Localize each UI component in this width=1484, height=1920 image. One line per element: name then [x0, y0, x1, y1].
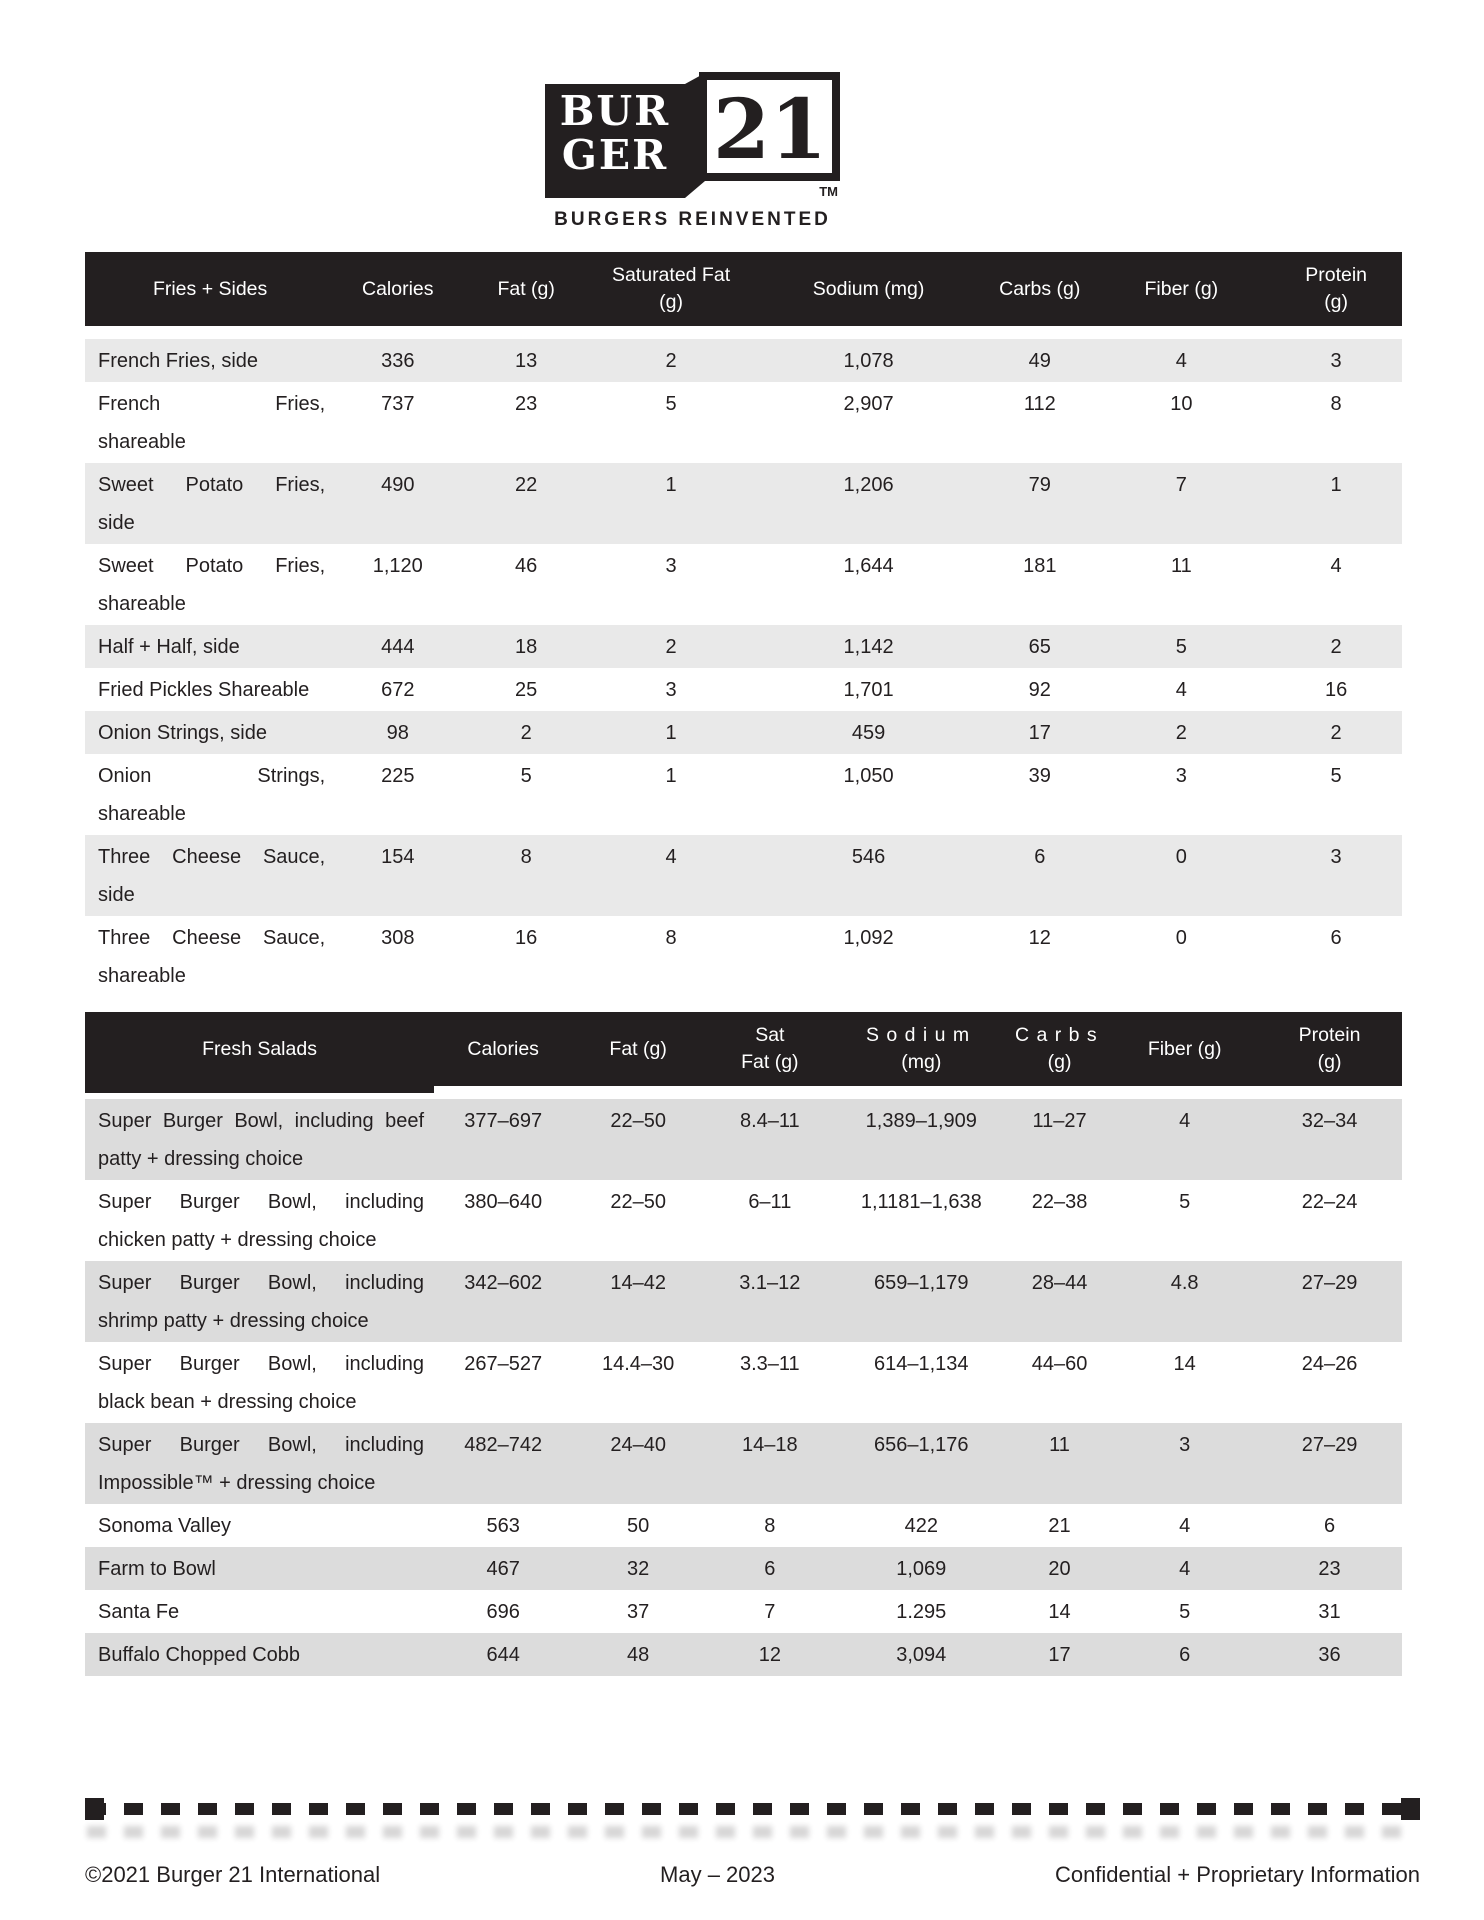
value-cell: 546	[750, 835, 987, 916]
value-cell: 8	[764, 1515, 776, 1537]
value-cell: 2	[460, 711, 592, 754]
value-cell: 3	[1112, 1423, 1257, 1504]
item-name-cell: Santa Fe	[98, 1601, 180, 1623]
fries-table-header-row	[85, 252, 1402, 339]
value-cell: 7	[1092, 463, 1270, 544]
value-cell: 2	[1092, 711, 1270, 754]
value-cell: 696	[486, 1601, 520, 1623]
value-cell: 32–34	[1257, 1099, 1402, 1180]
value-cell: 672	[381, 679, 415, 701]
value-cell: 5	[1330, 765, 1342, 787]
value-cell: 10	[1170, 393, 1193, 415]
value-cell: 1.295	[896, 1601, 947, 1623]
item-name-cell: Three Cheese Sauce, shareable	[98, 927, 326, 987]
column-header: Fiber (g)	[1112, 1012, 1257, 1099]
page-footer	[85, 1798, 1420, 1888]
value-cell: 154	[335, 835, 460, 916]
value-cell: 23	[515, 393, 538, 415]
value-cell: 13	[460, 339, 592, 382]
value-cell: 25	[515, 679, 538, 701]
rule-right-cap	[1401, 1798, 1420, 1820]
value-cell: 5	[665, 393, 677, 415]
value-cell: 737	[381, 393, 415, 415]
column-header: Fries + Sides	[85, 252, 335, 339]
value-cell: 0	[1175, 927, 1187, 949]
value-cell: 4	[1112, 1547, 1257, 1590]
table-row	[85, 1590, 1402, 1633]
item-name-cell: Half + Half, side	[85, 625, 335, 668]
value-cell: 2	[592, 339, 750, 382]
value-cell: 14.4–30	[601, 1353, 675, 1375]
value-cell: 2	[592, 625, 750, 668]
value-cell: 1	[1270, 463, 1402, 544]
value-cell: 563	[486, 1515, 520, 1537]
table-row	[85, 1423, 1402, 1504]
value-cell: 659–1,179	[836, 1261, 1007, 1342]
value-cell: 4	[1112, 1099, 1257, 1180]
value-cell: 3.3–11	[739, 1353, 800, 1375]
value-cell: 49	[987, 339, 1092, 382]
column-header: Sodium (mg)	[836, 1012, 1007, 1099]
value-cell: 22–50	[610, 1191, 666, 1213]
value-cell: 1,050	[843, 765, 894, 787]
column-header: Calories	[434, 1012, 572, 1099]
column-header: Protein (g)	[1257, 1012, 1402, 1099]
value-cell: 336	[335, 339, 460, 382]
logo-tagline: BURGERS REINVENTED	[554, 209, 831, 230]
value-cell: 225	[381, 765, 415, 787]
value-cell: 12	[704, 1633, 836, 1676]
item-name-cell: Super Burger Bowl, including beef patty + dressing choice	[85, 1099, 434, 1180]
value-cell: 1,1181–1,638	[860, 1191, 982, 1213]
footer-confidential: Confidential + Proprietary Information	[1054, 1862, 1420, 1887]
value-cell: 380–640	[464, 1191, 543, 1213]
table-row	[85, 916, 1402, 997]
value-cell: 4.8	[1112, 1261, 1257, 1342]
column-header: Fiber (g)	[1092, 252, 1270, 339]
item-name-cell: Sweet Potato Fries, shareable	[98, 555, 326, 615]
value-cell: 14–18	[704, 1423, 836, 1504]
table-row	[85, 1342, 1402, 1423]
column-header: Fat (g)	[460, 252, 592, 339]
value-cell: 8.4–11	[704, 1099, 836, 1180]
column-header: Fat (g)	[572, 1012, 704, 1099]
value-cell: 27–29	[1257, 1423, 1402, 1504]
value-cell: 22–38	[1031, 1191, 1088, 1213]
value-cell: 28–44	[1007, 1261, 1112, 1342]
value-cell: 22–24	[1301, 1191, 1358, 1213]
value-cell: 4	[1092, 339, 1270, 382]
trademark-mark: TM	[819, 184, 838, 198]
value-cell: 23	[1257, 1547, 1402, 1590]
value-cell: 656–1,176	[836, 1423, 1007, 1504]
value-cell: 48	[572, 1633, 704, 1676]
value-cell: 1	[592, 711, 750, 754]
item-name-cell: Super Burger Bowl, including shrimp patty + dressing choice	[85, 1261, 434, 1342]
value-cell: 14	[1173, 1353, 1196, 1375]
value-cell: 17	[987, 711, 1092, 754]
item-name-cell: Super Burger Bowl, including Impossible™ + dressing choice	[85, 1423, 434, 1504]
item-name-cell: Fried Pickles Shareable	[98, 679, 310, 701]
value-cell: 1,120	[372, 555, 423, 577]
value-cell: 181	[1023, 555, 1057, 577]
fries-sides-table	[85, 252, 1402, 997]
value-cell: 8	[665, 927, 677, 949]
value-cell: 5	[1179, 1601, 1191, 1623]
item-name-cell: Farm to Bowl	[85, 1547, 434, 1590]
item-name-cell: Sonoma Valley	[98, 1515, 232, 1537]
item-name-cell: French Fries, shareable	[98, 393, 326, 453]
value-cell: 482–742	[434, 1423, 572, 1504]
value-cell: 3.1–12	[704, 1261, 836, 1342]
table-row	[85, 625, 1402, 668]
value-cell: 342–602	[434, 1261, 572, 1342]
value-cell: 377–697	[434, 1099, 572, 1180]
item-name-cell: Sweet Potato Fries, side	[85, 463, 335, 544]
footer-copyright: ©2021 Burger 21 International	[85, 1862, 381, 1887]
logo-word-top: BUR	[559, 87, 671, 135]
value-cell: 644	[434, 1633, 572, 1676]
value-cell: 5	[1092, 625, 1270, 668]
value-cell: 8	[460, 835, 592, 916]
value-cell: 3	[665, 555, 677, 577]
table-row	[85, 1261, 1402, 1342]
item-name-cell: French Fries, side	[85, 339, 335, 382]
value-cell: 8	[1330, 393, 1342, 415]
value-cell: 14–42	[572, 1261, 704, 1342]
value-cell: 6	[1112, 1633, 1257, 1676]
value-cell: 467	[434, 1547, 572, 1590]
value-cell: 3	[1270, 835, 1402, 916]
value-cell: 308	[381, 927, 415, 949]
value-cell: 3,094	[836, 1633, 1007, 1676]
item-name-cell: Super Burger Bowl, including black bean + dressing choice	[98, 1353, 425, 1413]
value-cell: 5	[520, 765, 532, 787]
dashed-line-shadow	[87, 1826, 1418, 1838]
footer-dashed-rule	[85, 1798, 1420, 1822]
value-cell: 1,078	[750, 339, 987, 382]
value-cell: 20	[1007, 1547, 1112, 1590]
value-cell: 79	[987, 463, 1092, 544]
value-cell: 12	[1028, 927, 1051, 949]
value-cell: 0	[1092, 835, 1270, 916]
value-cell: 11	[1007, 1423, 1112, 1504]
value-cell: 32	[572, 1547, 704, 1590]
value-cell: 22–50	[572, 1099, 704, 1180]
dashed-line	[87, 1803, 1418, 1815]
item-name-cell: Buffalo Chopped Cobb	[85, 1633, 434, 1676]
value-cell: 16	[515, 927, 538, 949]
value-cell: 98	[335, 711, 460, 754]
value-cell: 1,701	[843, 679, 894, 701]
logo-word-bottom: GER	[561, 131, 669, 179]
value-cell: 6	[1330, 927, 1342, 949]
value-cell: 6	[1323, 1515, 1336, 1537]
value-cell: 46	[515, 555, 538, 577]
value-cell: 4	[592, 835, 750, 916]
table-row	[85, 463, 1402, 544]
value-cell: 1,142	[750, 625, 987, 668]
table-row	[85, 1099, 1402, 1180]
value-cell: 267–527	[464, 1353, 543, 1375]
item-name-cell: Three Cheese Sauce, side	[85, 835, 335, 916]
value-cell: 92	[1028, 679, 1051, 701]
value-cell: 6–11	[748, 1191, 792, 1213]
table-row	[85, 1180, 1402, 1261]
value-cell: 6	[704, 1547, 836, 1590]
column-header: Protein (g)	[1270, 252, 1402, 339]
column-header: Sat Fat (g)	[704, 1012, 836, 1099]
value-cell: 490	[335, 463, 460, 544]
table-row	[85, 711, 1402, 754]
value-cell: 3	[1270, 339, 1402, 382]
table-row	[85, 754, 1402, 835]
table-row	[85, 668, 1402, 711]
value-cell: 11–27	[1007, 1099, 1112, 1180]
value-cell: 27–29	[1257, 1261, 1402, 1342]
value-cell: 37	[627, 1601, 650, 1623]
value-cell: 112	[1023, 393, 1056, 415]
value-cell: 1,069	[836, 1547, 1007, 1590]
burger21-logo	[545, 72, 840, 198]
column-header: Calories	[335, 252, 460, 339]
value-cell: 24–26	[1301, 1353, 1358, 1375]
value-cell: 1,389–1,909	[836, 1099, 1007, 1180]
value-cell: 1	[592, 463, 750, 544]
value-cell: 1,644	[843, 555, 894, 577]
item-name-cell: Super Burger Bowl, including chicken patty + dressing choice	[98, 1191, 425, 1251]
table-row	[85, 835, 1402, 916]
value-cell: 614–1,134	[874, 1353, 969, 1375]
value-cell: 3	[665, 679, 677, 701]
value-cell: 24–40	[572, 1423, 704, 1504]
value-cell: 65	[987, 625, 1092, 668]
table-row	[85, 382, 1402, 463]
column-header: Saturated Fat (g)	[592, 252, 750, 339]
value-cell: 444	[335, 625, 460, 668]
value-cell: 31	[1318, 1601, 1341, 1623]
table-row	[85, 339, 1402, 382]
value-cell: 1,092	[843, 927, 894, 949]
rule-left-cap	[85, 1798, 104, 1820]
value-cell: 4	[1175, 679, 1187, 701]
value-cell: 6	[987, 835, 1092, 916]
value-cell: 36	[1257, 1633, 1402, 1676]
value-cell: 39	[1028, 765, 1051, 787]
value-cell: 44–60	[1031, 1353, 1088, 1375]
value-cell: 17	[1007, 1633, 1112, 1676]
column-header: Sodium (mg)	[750, 252, 987, 339]
table-row	[85, 1547, 1402, 1590]
logo-number: 21	[712, 82, 828, 178]
value-cell: 18	[460, 625, 592, 668]
value-cell: 5	[1179, 1191, 1191, 1213]
value-cell: 16	[1324, 679, 1348, 701]
value-cell: 22	[460, 463, 592, 544]
value-cell: 4	[1179, 1515, 1191, 1537]
burger21-logo-mark	[545, 72, 840, 198]
value-cell: 50	[627, 1515, 650, 1537]
table-row	[85, 544, 1402, 625]
column-header: Carbs (g)	[1007, 1012, 1112, 1099]
value-cell: 1,206	[750, 463, 987, 544]
salads-table-header-row	[85, 1012, 1402, 1099]
fresh-salads-table	[85, 1012, 1402, 1676]
value-cell: 2	[1270, 625, 1402, 668]
footer-date: May – 2023	[660, 1862, 775, 1887]
column-header: Fresh Salads	[85, 1012, 434, 1099]
value-cell: 7	[764, 1601, 776, 1623]
value-cell: 2	[1270, 711, 1402, 754]
table-row	[85, 1504, 1402, 1547]
value-cell: 11	[1170, 555, 1192, 577]
value-cell: 422	[904, 1515, 938, 1537]
value-cell: 21	[1048, 1515, 1071, 1537]
value-cell: 1	[665, 765, 677, 787]
item-name-cell: Onion Strings, side	[85, 711, 335, 754]
item-name-cell: Onion Strings, shareable	[98, 765, 326, 825]
value-cell: 4	[1330, 555, 1342, 577]
value-cell: 14	[1048, 1601, 1071, 1623]
value-cell: 459	[750, 711, 987, 754]
value-cell: 3	[1175, 765, 1187, 787]
table-row	[85, 1633, 1402, 1676]
value-cell: 2,907	[843, 393, 894, 415]
column-header: Carbs (g)	[987, 252, 1092, 339]
